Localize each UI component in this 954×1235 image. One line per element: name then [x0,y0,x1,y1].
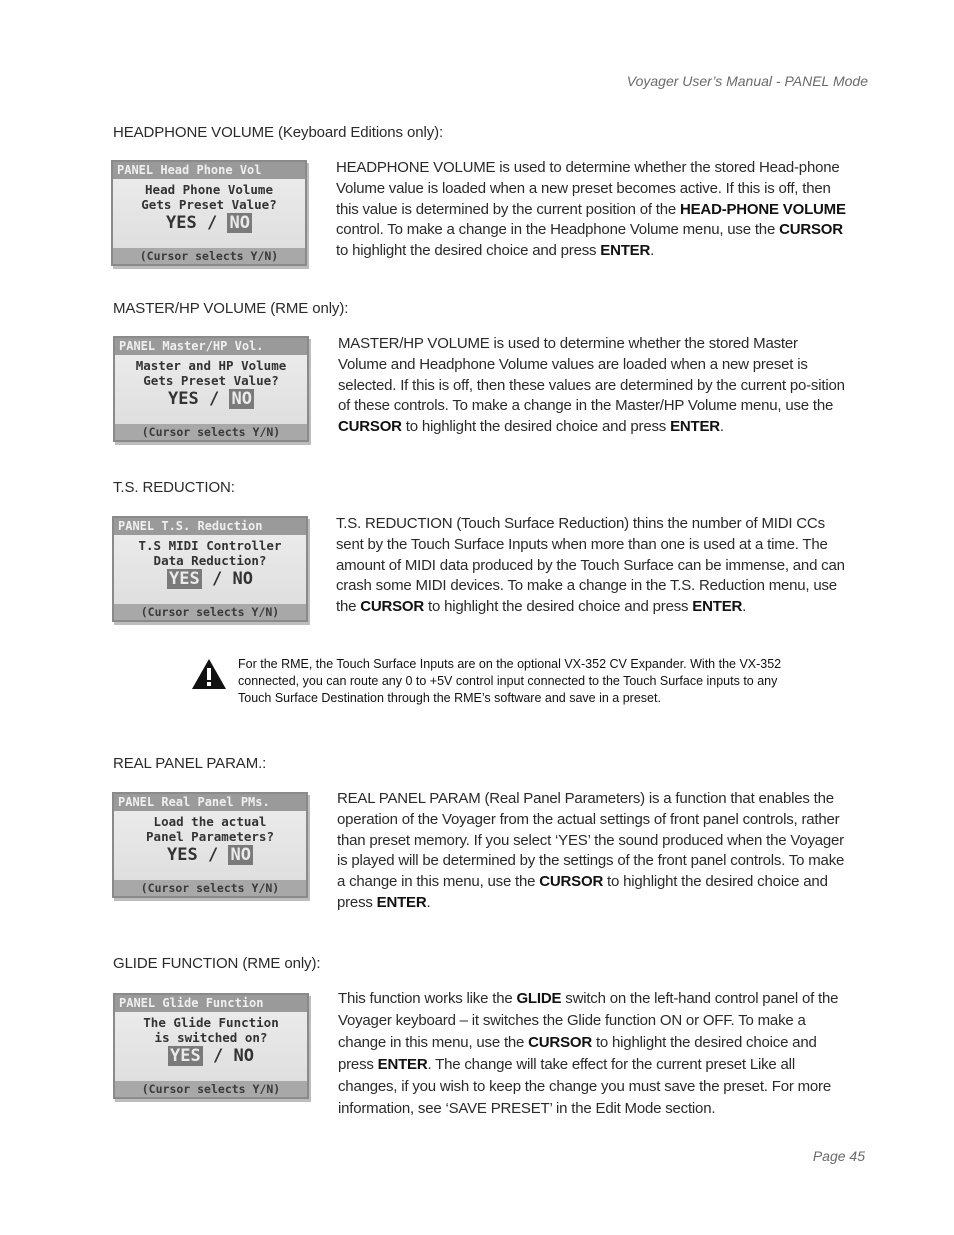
section-body-master-hp-volume [338,334,848,438]
body-text: to highlight the desired choice and press [401,418,671,436]
body-text: T.S. REDUCTION (Touch Surface Reduction) thins the number of MIDI CCs sent by the Touch Surface Inputs when more than one is used at a time. The amount of MIDI data produced by the Touch Surface can be immense, and can crash some MIDI devices. To make a change in the T.S. Reduction menu, use the [336,515,845,616]
lcd-yes: YES [167,845,198,865]
body-text: This function works like the [338,990,517,1007]
lcd-separator: / [197,845,229,865]
body-text: . [650,242,655,260]
body-text: to highlight the desired choice and press [424,598,693,616]
control-name: GLIDE [516,990,562,1007]
section-heading-headphone-volume: HEADPHONE VOLUME (Keyboard Editions only): [113,124,444,141]
lcd-yes: YES [166,213,197,233]
lcd-line: is switched on? [154,1030,268,1045]
lcd-separator: / [202,1046,234,1066]
lcd-line: Panel Parameters? [146,829,274,844]
lcd-headphone-volume [111,160,307,266]
control-name: CURSOR [528,1034,592,1051]
lcd-title: PANEL Master/HP Vol. [115,338,307,355]
lcd-ts-reduction [112,516,308,622]
lcd-yes: YES [168,389,199,409]
lcd-no: NO [231,389,252,409]
control-name: ENTER [692,598,743,616]
body-text: . The change will take effect for the current preset Like all changes, if you wish to keep the change you must save the preset. For more information, see ‘SAVE PRESET’ in the Edit Mode section. [338,1056,831,1117]
lcd-separator: / [198,389,230,409]
section-body-ts-reduction [336,514,846,618]
lcd-title: PANEL Real Panel PMs. [114,794,306,811]
lcd-choice [115,1046,307,1066]
lcd-footer: (Cursor selects Y/N) [113,248,305,264]
section-body-glide-function [338,988,848,1120]
body-text: MASTER/HP VOLUME is used to determine whether the stored Master Volume and Headphone Volume values are loaded when a new preset is selected. If this is off, then these values are determined by the current po-sition of these controls. To make a change in the Master/HP Volume menu, use the [338,335,845,415]
control-name: ENTER [600,242,651,260]
control-name: CURSOR [360,598,425,616]
note-text: For the RME, the Touch Surface Inputs are on the optional VX-352 CV Expander. With the VX-352 connected, you can route any 0 to +5V control input connected to the Touch Surface inputs to any Touch Surface Destination through the RME’s software and save in a preset. [238,657,782,705]
body-text: HEADPHONE VOLUME is used to determine whether the stored Head-phone Volume value is loaded when a new preset becomes active. If this is off, then this value is determined by the current position of the [336,159,840,218]
control-name: CURSOR [779,221,843,239]
body-text: to highlight the desired choice and press [338,1034,817,1073]
lcd-separator: / [196,213,228,233]
section-body-headphone-volume [336,158,846,262]
body-text: to highlight the desired choice and press [337,873,828,911]
lcd-title: PANEL T.S. Reduction [114,518,306,535]
section-body-real-panel-param [337,789,847,914]
body-text: . [426,893,431,911]
control-name: ENTER [670,418,720,436]
section-heading-master-hp-volume: MASTER/HP VOLUME (RME only): [113,300,349,317]
section-heading-glide-function: GLIDE FUNCTION (RME only): [113,955,321,972]
lcd-no: NO [229,213,250,233]
section-heading-ts-reduction: T.S. REDUCTION: [113,479,235,496]
lcd-choice [114,569,306,589]
lcd-glide-function [113,993,309,1099]
control-name: HEAD-PHONE VOLUME [680,200,846,218]
lcd-yes: YES [170,1046,201,1066]
lcd-line: Data Reduction? [153,553,267,568]
lcd-title: PANEL Glide Function [115,995,307,1012]
lcd-choice [115,389,307,409]
lcd-footer: (Cursor selects Y/N) [114,880,306,896]
body-text: to highlight the desired choice and press [336,242,601,260]
control-name: CURSOR [338,418,402,436]
lcd-line: Gets Preset Value? [141,197,277,212]
lcd-no: NO [232,569,253,589]
lcd-line: Gets Preset Value? [143,373,279,388]
lcd-line: T.S MIDI Controller [138,538,282,553]
body-text: . [742,598,747,616]
lcd-footer: (Cursor selects Y/N) [114,604,306,620]
control-name: CURSOR [539,873,604,891]
lcd-line: Head Phone Volume [145,182,273,197]
body-text: switch on the left-hand control panel of the Voyager keyboard – it switches the Glide function ON or OFF. To make a change in this menu, use the [338,990,839,1051]
warning-icon [191,658,227,690]
lcd-yes: YES [169,569,200,589]
body-text: . [719,418,724,436]
control-name: ENTER [376,893,427,911]
body-text: REAL PANEL PARAM (Real Panel Parameters) is a function that enables the operation of the Voyager from the actual settings of front panel controls, rather than preset memory. If you select ‘YES’ the sound produced when the Voyager is played will be determined by the settings of the front panel controls. To make a change in this menu, use the [337,790,845,891]
lcd-line: Load the actual [153,814,267,829]
page-number: Page 45 [812,1148,865,1164]
lcd-real-panel-param [112,792,308,898]
lcd-choice [114,845,306,865]
control-name: ENTER [377,1056,428,1073]
lcd-title: PANEL Head Phone Vol [113,162,305,179]
lcd-footer: (Cursor selects Y/N) [115,424,307,440]
lcd-line: Master and HP Volume [135,358,287,373]
lcd-choice [113,213,305,233]
lcd-no: NO [233,1046,254,1066]
lcd-line: The Glide Function [143,1015,279,1030]
body-text: control. To make a change in the Headphone Volume menu, use the [336,221,780,239]
header-title: Voyager User’s Manual - PANEL Mode [626,73,868,89]
section-heading-real-panel-param: REAL PANEL PARAM.: [113,755,267,772]
lcd-master-hp-volume [113,336,309,442]
lcd-separator: / [201,569,233,589]
lcd-no: NO [230,845,251,865]
lcd-footer: (Cursor selects Y/N) [115,1081,307,1097]
